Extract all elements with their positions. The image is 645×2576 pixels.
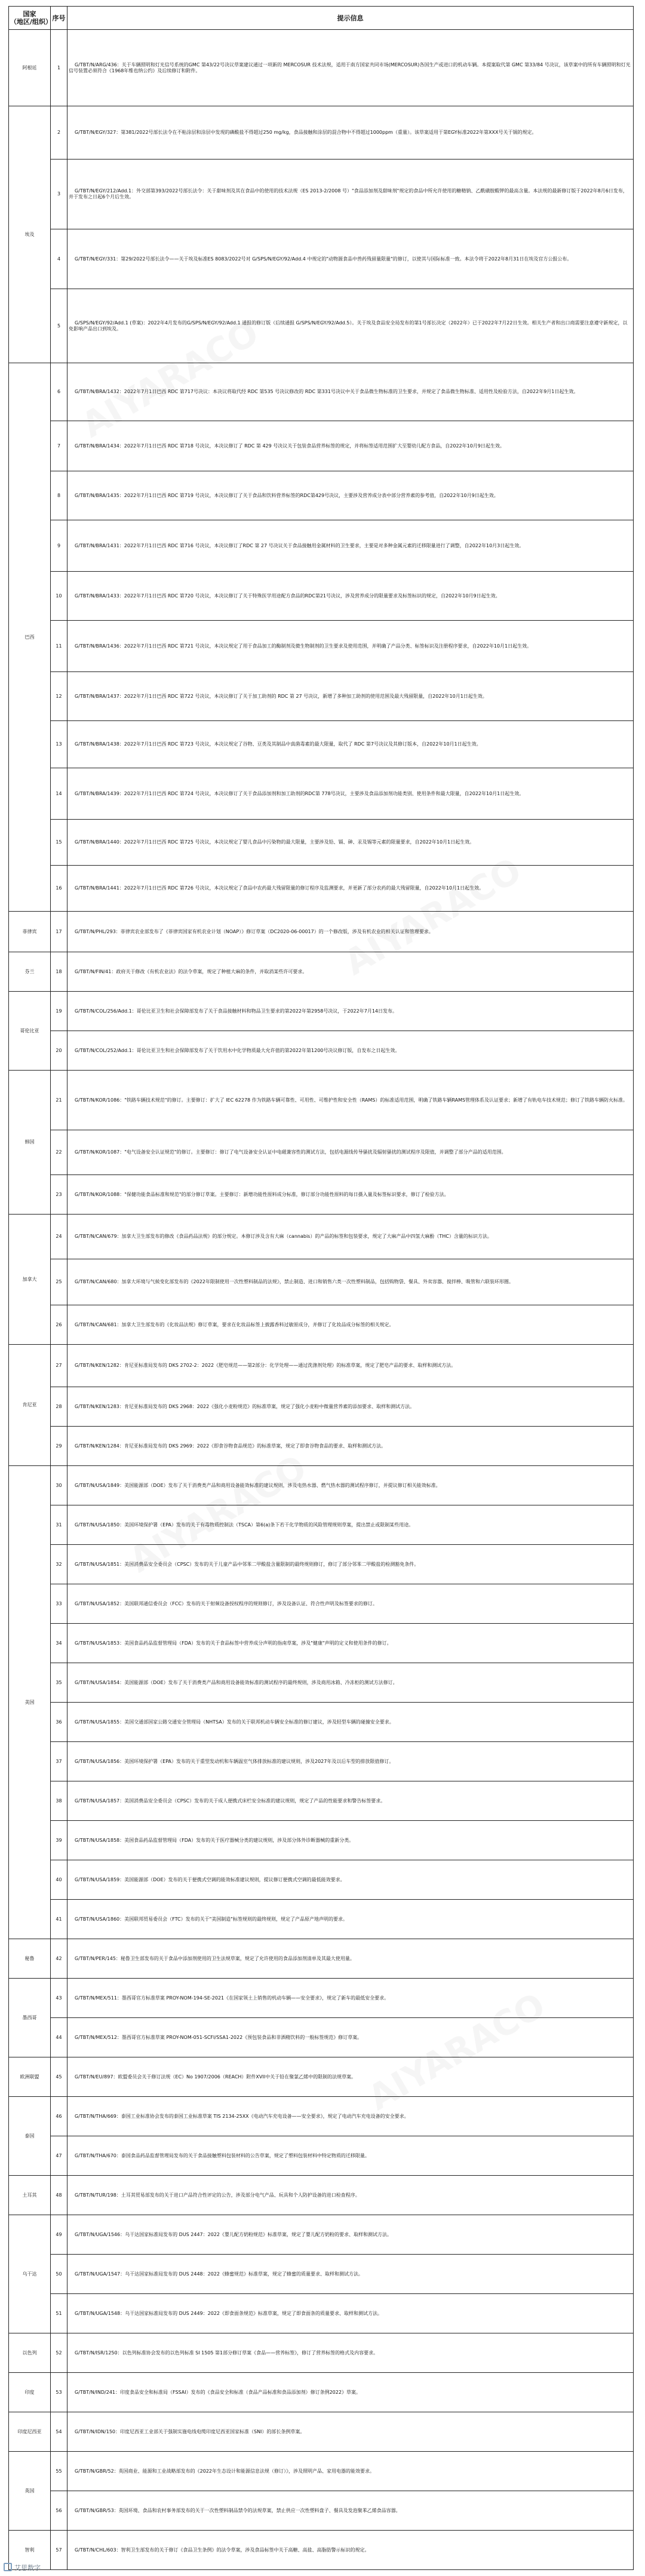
table-row [9, 2491, 634, 2531]
info-cell: G/TBT/N/EGY/331：第29/2022号部长法令——关于埃及标准ES 8083/2022号对 G/SPS/N/EGY/92/Add.4 中规定的"动物源食品中兽药残留量限量"的修订，以使其与国际标准一致。本法令将于2022年8月31日在埃及官方公报公布。 [67, 229, 634, 289]
table-row [9, 1215, 634, 1259]
info-cell: G/TBT/N/USA/1856：美国环境保护署（EPA）发布的关于重型发动机和车辆温室气体排放标准的建议规则，涉及2027年及以后车型的排放限值修订。 [67, 1742, 634, 1781]
info-cell: G/TBT/N/THA/670：泰国食品药品监督管理局发布的关于食品接触塑料包装材料的公告草案，规定了塑料包装材料中特定物质的迁移限量。 [67, 2136, 634, 2176]
seq-cell: 16 [51, 866, 67, 912]
seq-cell: 56 [51, 2491, 67, 2531]
country-cell: 加拿大 [9, 1215, 51, 1345]
seq-cell: 42 [51, 1939, 67, 1979]
info-cell: G/TBT/N/BRA/1437：2022年7月1日巴西 RDC 第722 号决议，本决议修订了关于加工助剂的 RDC 第 27 号决议，新增了多种加工助剂的使用范围及最大残留限量，自2022年10月1日起生效。 [67, 672, 634, 721]
table-row [9, 992, 634, 1031]
info-cell: G/TBT/N/USA/1860：美国联邦贸易委员会（FTC）发布的关于"美国制造"标签规则的最终规则，规定了产品原产地声明的要求。 [67, 1900, 634, 1939]
seq-cell: 39 [51, 1821, 67, 1860]
info-cell: G/TBT/N/USA/1859：美国能源部（DOE）发布的关于便携式空调的能效标准建议规则，提议修订便携式空调的最低能效要求。 [67, 1860, 634, 1900]
info-cell: G/TBT/N/KEN/1282：肯尼亚标准局发布的 DKS 2702-2：2022《肥皂规范——第2部分：化学处理——通过洗涤剂处理》的标准草案，规定了肥皂产品的要求、取样和测试方法。 [67, 1345, 634, 1387]
seq-cell: 22 [51, 1130, 67, 1175]
seq-cell: 21 [51, 1071, 67, 1130]
info-cell: G/TBT/N/UGA/1548：乌干达国家标准局发布的 DUS 2449：2022《即食面条规范》标准草案，规定了即食面条的质量要求、取样和测试方法。 [67, 2294, 634, 2333]
logo-icon [4, 2563, 12, 2571]
country-cell: 智利 [9, 2531, 51, 2570]
table-row [9, 1071, 634, 1130]
info-cell: G/TBT/N/MEX/511：墨西哥官方标准草案 PROY-NOM-194-SE-2021《在国家领土上销售的机动车辆——安全要求》，规定了新车的最低安全要求。 [67, 1979, 634, 2018]
info-cell: G/TBT/N/BRA/1440：2022年7月1日巴西 RDC 第725 号决议，本决议规定了婴儿食品中污染物的最大限量，主要涉及铅、镉、砷、汞及锡等元素的限量要求，自2022年10月1日起生效。 [67, 820, 634, 866]
seq-cell: 51 [51, 2294, 67, 2333]
seq-cell: 5 [51, 289, 67, 363]
seq-cell: 37 [51, 1742, 67, 1781]
info-cell: G/TBT/N/BRA/1436：2022年7月1日巴西 RDC 第721 号决议，本决议规定了用于食品加工的酶制剂及微生物制剂的卫生要求及使用范围，并明确了产品分类、标签标识及注册程序要求，自2022年10月1日起生效。 [67, 621, 634, 672]
info-cell: G/TBT/N/PER/145：秘鲁卫生部发布的关于食品中添加剂使用的卫生法规草案，规定了允许使用的食品添加剂清单及其最大使用量。 [67, 1939, 634, 1979]
table-row [9, 820, 634, 866]
info-cell: G/TBT/N/PHL/293：菲律宾农业部发布了《菲律宾国家有机农业计划（NOAP）》修订草案（DC2020-06-00017）的一个修改版，涉及有机农业的相关认证和管理要求。 [67, 912, 634, 952]
seq-cell: 3 [51, 160, 67, 229]
info-cell: G/TBT/N/CAN/679：加拿大卫生部发布的修改《食品药品法规》的部分规定。本修订涉及含有大麻（cannabis）的产品的标签和包装要求，规定了大麻产品中四氢大麻酚（THC）含量的标识方法。 [67, 1215, 634, 1259]
seq-cell: 50 [51, 2255, 67, 2294]
info-cell: G/TBT/N/GBR/53：英国环境、食品和农村事务部发布的关于一次性塑料制品禁令的法规草案，禁止供应一次性塑料盘子、餐具及发泡聚苯乙烯食品容器。 [67, 2491, 634, 2531]
header-info: 提示信息 [67, 7, 634, 30]
table-row [9, 106, 634, 160]
country-cell: 韩国 [9, 1071, 51, 1215]
table-row [9, 2057, 634, 2097]
table-row [9, 471, 634, 520]
table-row [9, 1427, 634, 1466]
table-row [9, 1663, 634, 1703]
info-cell: G/TBT/N/USA/1853：美国食品药品监督管理局（FDA）发布的关于食品标签中营养成分声明的指南草案，涉及"健康"声明的定义和使用条件的修订。 [67, 1624, 634, 1663]
table-row [9, 1979, 634, 2018]
info-cell: G/TBT/N/BRA/1434：2022年7月1日巴西 RDC 第718 号决议，本决议修订了 RDC 第 429 号决议关于包装食品营养标签的规定，并将标签适用范围扩大至婴幼儿配方食品，自2022年10月9日起生效。 [67, 421, 634, 471]
seq-cell: 13 [51, 721, 67, 768]
country-cell: 阿根廷 [9, 30, 51, 106]
country-cell: 印度 [9, 2373, 51, 2412]
info-cell: G/TBT/N/ARG/436：关于车辆照明和灯光信号系统的GMC 第43/22号决议草案建议通过一项新的 MERCOSUR 技术法规，适用于南方国家共同市场(MERCOSUR)各国生产或进口的机动车辆。本提案取代第 GMC 第33/84 号决议，该草案中的所有车辆照明和灯光信号装置必须符合《1968年维也纳公约》及后续修订和附件。 [67, 30, 634, 106]
footer-logo [4, 2563, 41, 2572]
table-row [9, 1584, 634, 1624]
table-row [9, 1031, 634, 1071]
info-cell: G/TBT/N/USA/1851：美国消费品安全委员会（CPSC）发布的关于儿童产品中邻苯二甲酸盐含量限制的最终规则修订，修订了部分邻苯二甲酸盐的检测豁免条件。 [67, 1545, 634, 1584]
info-cell: G/TBT/N/USA/1850：美国环境保护署（EPA）发布的关于有毒物质控制法（TSCA）第6(a)条下若干化学物质的风险管理规则草案，提出禁止或限制某些用途。 [67, 1505, 634, 1545]
table-row [9, 1305, 634, 1345]
info-cell: G/TBT/N/CAN/680：加拿大环境与气候变化部发布的《2022年限制使用一次性塑料制品的法规》，禁止制造、进口和销售六类一次性塑料制品，包括购物袋、餐具、外卖容器、搅拌棒、吸管和六联装环形圈。 [67, 1259, 634, 1305]
country-cell: 墨西哥 [9, 1979, 51, 2057]
seq-cell: 24 [51, 1215, 67, 1259]
seq-cell: 8 [51, 471, 67, 520]
seq-cell: 44 [51, 2018, 67, 2057]
seq-cell: 33 [51, 1584, 67, 1624]
table-row [9, 1130, 634, 1175]
seq-cell: 17 [51, 912, 67, 952]
table-row [9, 1860, 634, 1900]
table-row [9, 2333, 634, 2373]
info-cell: G/TBT/N/ISR/1250：以色列标准协会发布的以色列标准 SI 1505 第1部分修订草案《食品——营养标签》，修订了营养标签的格式及内容要求。 [67, 2333, 634, 2373]
table-row [9, 2452, 634, 2491]
country-cell: 巴西 [9, 363, 51, 912]
seq-cell: 23 [51, 1175, 67, 1215]
seq-cell: 32 [51, 1545, 67, 1584]
country-cell: 以色列 [9, 2333, 51, 2373]
info-cell: G/TBT/N/BRA/1431：2022年7月1日巴西 RDC 第716 号决议，本决议修订了RDC 第 27 号决议关于食品接触用金属材料的卫生要求，主要是对多种金属元素的迁移限量进行了调整，自2022年10月3日起生效。 [67, 520, 634, 572]
seq-cell: 38 [51, 1781, 67, 1821]
seq-cell: 45 [51, 2057, 67, 2097]
table-row [9, 2255, 634, 2294]
seq-cell: 48 [51, 2176, 67, 2215]
seq-cell: 40 [51, 1860, 67, 1900]
table-row [9, 30, 634, 106]
seq-cell: 27 [51, 1345, 67, 1387]
info-cell: G/TBT/N/BRA/1433：2022年7月1日巴西 RDC 第720 号决议，本决议修订了关于特殊医学用途配方食品的RDC第21号决议，涉及营养成分的限量要求及标签标识的规定，自2022年10月9日起生效。 [67, 572, 634, 621]
info-cell: G/TBT/N/FIN/41：政府关于修改《有机农业法》的法令草案，规定了种植大麻的条件，并取消某些许可要求。 [67, 952, 634, 992]
info-cell: G/TBT/N/USA/1857：美国消费品安全委员会（CPSC）发布的关于成人便携式床栏安全标准的建议规则，规定了产品的性能要求和警告标签要求。 [67, 1781, 634, 1821]
info-cell: G/TBT/N/CHL/603：智利卫生部发布的关于修订《食品卫生条例》的法令草案，涉及食品标签中关于高糖、高盐、高脂肪警示标识的规定。 [67, 2531, 634, 2570]
table-row [9, 1821, 634, 1860]
seq-cell: 6 [51, 363, 67, 421]
seq-cell: 54 [51, 2412, 67, 2452]
seq-cell: 2 [51, 106, 67, 160]
info-cell: G/TBT/N/UGA/1547：乌干达国家标准局发布的 DUS 2448：2022《蜂蜜规范》标准草案，规定了蜂蜜的质量要求、取样和测试方法。 [67, 2255, 634, 2294]
country-cell: 哥伦比亚 [9, 992, 51, 1071]
table-row [9, 1939, 634, 1979]
info-cell: G/TBT/N/TUR/198：土耳其贸易部发布的关于进口产品符合性评定的公告，涉及部分电气产品、玩具和个人防护设备的进口检查程序。 [67, 2176, 634, 2215]
info-cell: G/TBT/N/GBR/52：英国商业、能源和工业战略部发布的《2022年生态设计和能源信息法规（修订）》，涉及照明产品、家用电器的能效要求。 [67, 2452, 634, 2491]
info-cell: G/TBT/N/BRA/1441：2022年7月1日巴西 RDC 第726 号决议，本决议规定了食品中农药最大残留限量的修订程序及监测要求，并更新了部分农药的最大残留限量，自2022年10月1日起生效。 [67, 866, 634, 912]
country-cell: 土耳其 [9, 2176, 51, 2215]
country-cell: 菲律宾 [9, 912, 51, 952]
table-row [9, 1259, 634, 1305]
table-row [9, 721, 634, 768]
table-row [9, 1900, 634, 1939]
seq-cell: 36 [51, 1703, 67, 1742]
seq-cell: 43 [51, 1979, 67, 2018]
table-row [9, 1703, 634, 1742]
seq-cell: 53 [51, 2373, 67, 2412]
seq-cell: 1 [51, 30, 67, 106]
table-row [9, 1624, 634, 1663]
country-cell: 欧洲联盟 [9, 2057, 51, 2097]
seq-cell: 46 [51, 2097, 67, 2136]
country-cell: 芬兰 [9, 952, 51, 992]
seq-cell: 18 [51, 952, 67, 992]
seq-cell: 57 [51, 2531, 67, 2570]
seq-cell: 20 [51, 1031, 67, 1071]
table-row [9, 229, 634, 289]
table-row [9, 1742, 634, 1781]
info-cell: G/TBT/N/BRA/1432：2022年7月1日巴西 RDC 第717号决议：本决议将取代经 RDC 第535 号决议修改的 RDC 第331号决议中关于食品微生物标准的卫生要求，并规定了食品微生物标准、适用性及检验方法，自2022年9月1日起生效。 [67, 363, 634, 421]
info-cell: G/TBT/N/KEN/1284：肯尼亚标准局发布的 DKS 2969：2022《即食谷物食品规范》的标准草案，规定了即食谷物食品的要求、取样和测试方法。 [67, 1427, 634, 1466]
table-row [9, 2531, 634, 2570]
notification-table-page [8, 6, 633, 2570]
info-cell: G/TBT/N/KOR/1086："铁路车辆技术规范"的修订。主要修订：扩大了 IEC 62278 作为铁路车辆可靠性、可用性、可维护性和安全性（RAMS）的标准适用范围，明确了铁路车辆RAMS管理体系及认证要求；新增了有轨电车技术规范；修订了铁路车辆防火标准。 [67, 1071, 634, 1130]
seq-cell: 52 [51, 2333, 67, 2373]
info-cell: G/TBT/N/IND/241：印度食品安全和标准局（FSSAI）发布的《食品安全和标准（食品产品标准和食品添加剂）修订条例2022》草案。 [67, 2373, 634, 2412]
info-cell: G/TBT/N/USA/1854：美国能源部（DOE）发布了关于消费类产品和商用设备能效标准的测试程序的最终规则，涉及商用冰箱、冷冻柜的测试方法修订。 [67, 1663, 634, 1703]
seq-cell: 7 [51, 421, 67, 471]
table-row [9, 768, 634, 820]
table-row [9, 363, 634, 421]
info-cell: G/TBT/N/BRA/1438：2022年7月1日巴西 RDC 第723 号决议，本决议规定了谷物、豆类及其制品中真菌毒素的最大限量，取代了 RDC 第7号决议及其修订版本，自2022年10月1日起生效。 [67, 721, 634, 768]
seq-cell: 49 [51, 2215, 67, 2255]
seq-cell: 15 [51, 820, 67, 866]
table-row [9, 2018, 634, 2057]
info-cell: G/TBT/N/KEN/1283：肯尼亚标准局发布的 DKS 2968：2022《强化小麦粉规范》的标准草案，规定了强化小麦粉中微量营养素的添加要求、取样和测试方法。 [67, 1387, 634, 1427]
country-cell: 美国 [9, 1466, 51, 1939]
header-country: 国家 （地区/组织） [9, 7, 51, 30]
info-cell: G/TBT/N/BRA/1439：2022年7月1日巴西 RDC 第724 号决议，本决议修订了关于食品添加剂和加工助剂的RDC第 778号决议，主要涉及食品添加剂功能类别、使用条件和最大限量，自2022年10月1日起生效。 [67, 768, 634, 820]
seq-cell: 31 [51, 1505, 67, 1545]
table-row [9, 2176, 634, 2215]
table-row [9, 2136, 634, 2176]
info-cell: G/TBT/N/EGY/327：第381/2022号部长法令在不粘涂层和涂层中发现的磷酸盐不得超过250 mg/kg，食品接触和涂层的混合物中不得超过1000ppm（重量）。该草案适用于第EGY标准2022年第XXX号关于锅的规定。 [67, 106, 634, 160]
seq-cell: 9 [51, 520, 67, 572]
country-cell: 肯尼亚 [9, 1345, 51, 1466]
seq-cell: 29 [51, 1427, 67, 1466]
seq-cell: 34 [51, 1624, 67, 1663]
info-cell: G/TBT/N/IDN/150：印度尼西亚工业部关于强制实施电线电缆印度尼西亚国家标准（SNI）的部长条例草案。 [67, 2412, 634, 2452]
info-cell: G/TBT/N/EGY/212/Add.1：外交部第393/2022号部长法令：关于甜味剂及其在食品中的使用的技术法规（ES 2013-2/2008 号）"食品添加剂及甜味剂"规定的食品中所允许使用的糖精钠、乙酰磺胺酸钾的最高含量。本法规的最新修订版于2022年8月6日发布，并于发布之日起6个月后生效。 [67, 160, 634, 229]
info-cell: G/TBT/N/USA/1855：美国交通部国家公路交通安全管理局（NHTSA）发布的关于联邦机动车辆安全标准的修订建议，涉及轻型车辆的碰撞安全要求。 [67, 1703, 634, 1742]
country-cell: 英国 [9, 2452, 51, 2531]
table-row [9, 621, 634, 672]
table-row [9, 952, 634, 992]
table-header-row [9, 7, 634, 30]
table-row [9, 520, 634, 572]
seq-cell: 26 [51, 1305, 67, 1345]
info-cell: G/TBT/N/MEX/512：墨西哥官方标准草案 PROY-NOM-051-SCFI/SSA1-2022《预包装食品和非酒精饮料的一般标签规范》修订草案。 [67, 2018, 634, 2057]
info-cell: G/TBT/N/EU/897：欧盟委员会关于修订法规（EC）No 1907/2006（REACH）附件XVII中关于铅在聚氯乙烯中的限制的法规草案。 [67, 2057, 634, 2097]
country-cell: 埃及 [9, 106, 51, 363]
table-row [9, 1387, 634, 1427]
info-cell: G/TBT/N/THA/669：泰国工业标准协会发布的泰国工业标准草案 TIS 2134-25XX《电动汽车充电设备——安全要求》，规定了电动汽车充电设备的安全要求。 [67, 2097, 634, 2136]
table-row [9, 160, 634, 229]
table-row [9, 2097, 634, 2136]
country-cell: 印度尼西亚 [9, 2412, 51, 2452]
table-row [9, 421, 634, 471]
header-seq: 序号 [51, 7, 67, 30]
seq-cell: 19 [51, 992, 67, 1031]
info-cell: G/TBT/N/KOR/1087："电气设备安全认证规范"的修订。主要修订：修订了电气设备安全认证中电磁兼容性的测试方法，包括电源线传导骚扰及辐射骚扰的测试程序及限值，并调整了部分产品的适用范围。 [67, 1130, 634, 1175]
table-body [9, 30, 634, 2570]
notification-table [8, 6, 634, 2570]
table-row [9, 572, 634, 621]
info-cell: G/TBT/N/USA/1858：美国食品药品监督管理局（FDA）发布的关于医疗器械分类的建议规则，涉及部分体外诊断器械的重新分类。 [67, 1821, 634, 1860]
seq-cell: 11 [51, 621, 67, 672]
seq-cell: 14 [51, 768, 67, 820]
seq-cell: 55 [51, 2452, 67, 2491]
info-cell: G/TBT/N/CAN/681：加拿大卫生部发布的《化妆品法规》修订草案，要求在化妆品标签上披露香料过敏原成分，并修订了化妆品成分标签的相关规定。 [67, 1305, 634, 1345]
seq-cell: 12 [51, 672, 67, 721]
info-cell: G/TBT/N/COL/252/Add.1：哥伦比亚卫生和社会保障部发布了关于饮用水中化学物质最大允许值的第2022年第1200号决议修订版，自发布之日起生效。 [67, 1031, 634, 1071]
table-row [9, 1505, 634, 1545]
info-cell: G/TBT/N/UGA/1546：乌干达国家标准局发布的 DUS 2447：2022《婴儿配方奶粉规范》标准草案，规定了婴儿配方奶粉的要求、取样和测试方法。 [67, 2215, 634, 2255]
table-row [9, 1345, 634, 1387]
country-cell: 泰国 [9, 2097, 51, 2176]
table-row [9, 1175, 634, 1215]
country-cell: 秘鲁 [9, 1939, 51, 1979]
seq-cell: 47 [51, 2136, 67, 2176]
seq-cell: 41 [51, 1900, 67, 1939]
seq-cell: 30 [51, 1466, 67, 1505]
info-cell: G/TBT/N/COL/256/Add.1：哥伦比亚卫生和社会保障部发布了关于食品接触材料和物品卫生要求的第2022年第2958号决议，于2022年7月14日发布。 [67, 992, 634, 1031]
table-row [9, 912, 634, 952]
table-row [9, 2294, 634, 2333]
table-row [9, 866, 634, 912]
table-row [9, 1781, 634, 1821]
table-row [9, 289, 634, 363]
table-row [9, 1545, 634, 1584]
info-cell: G/SPS/N/EGY/92/Add.1 (草案)：2022年4月发布的G/SPS/N/EGY/92/Add.1 通报的修订版（后续通报 G/SPS/N/EGY/92/Add.5）。关于埃及食品安全局发布的第1号部长决定（2022年）已于2022年7月22日生效。相关生产者和出口商需要注意遵守新规定，以免影响产品出口到埃及。 [67, 289, 634, 363]
table-row [9, 672, 634, 721]
seq-cell: 35 [51, 1663, 67, 1703]
seq-cell: 28 [51, 1387, 67, 1427]
seq-cell: 10 [51, 572, 67, 621]
table-row [9, 2412, 634, 2452]
seq-cell: 25 [51, 1259, 67, 1305]
info-cell: G/TBT/N/USA/1852：美国联邦通信委员会（FCC）发布的关于射频设备授权程序的规则修订，涉及设备认证、符合性声明及标签要求的修订。 [67, 1584, 634, 1624]
seq-cell: 4 [51, 229, 67, 289]
country-cell: 乌干达 [9, 2215, 51, 2333]
table-row [9, 2215, 634, 2255]
info-cell: G/TBT/N/USA/1849：美国能源部（DOE）发布了关于消费类产品和商用设备能效标准的建议规则，涉及电热水器、燃气热水器的测试程序修订，并提议修订相关能效标准。 [67, 1466, 634, 1505]
table-row [9, 1466, 634, 1505]
table-row [9, 2373, 634, 2412]
info-cell: G/TBT/N/BRA/1435：2022年7月1日巴西 RDC 第719 号决议，本决议修订了关于食品和饮料营养标签的RDC第429号决议，主要涉及营养成分表中部分营养素的参考值，自2022年10月9日起生效。 [67, 471, 634, 520]
logo-text: 艾思数字 [14, 2564, 41, 2572]
info-cell: G/TBT/N/KOR/1088："保健功能食品标准和规范"的部分修订草案。主要修订：新增功能性原料成分标准，修订部分功能性原料的每日摄入量及标签标识要求，修订了检验方法。 [67, 1175, 634, 1215]
